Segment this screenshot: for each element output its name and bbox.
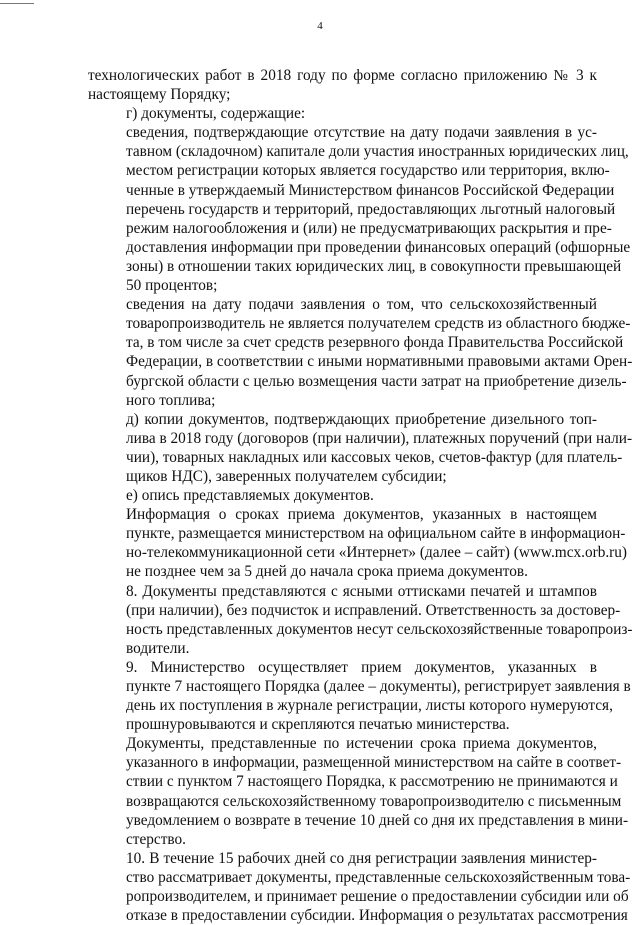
text-line: день их поступления в журнале регистрации, листы которого нумеруются, [126, 697, 613, 715]
text-line: д) копии документов, подтверждающих приобретение дизельного топ- [126, 410, 597, 428]
paragraph-p6 [88, 486, 597, 505]
text-line: отказе в предоставлении субсидии. Информация о результатах рассмотрения [126, 907, 628, 925]
text-line: Информация о сроках приема документов, указанных в настоящем [126, 506, 597, 524]
paragraph-p9 [88, 658, 631, 734]
text-line: возвращаются сельскохозяйственному товаропроизводителю с письменным [126, 792, 622, 810]
paragraph-p3 [88, 123, 631, 295]
text-line: ство рассматривает документы, представленные сельскохозяйственным това- [126, 868, 631, 886]
text-line: сведения, подтверждающие отсутствие на дату подачи заявления в ус- [126, 124, 597, 142]
text-line: режим налогообложения и (или) не предусматривающих раскрытия и пре- [126, 219, 612, 237]
text-line: лива в 2018 году (договоров (при наличии), платежных поручений (при нали- [126, 429, 633, 447]
text-line: г) документы, содержащие: [126, 105, 306, 123]
text-line: местом регистрации которых является государство или территория, вклю- [126, 162, 610, 180]
text-line: е) опись представляемых документов. [126, 487, 374, 505]
text-line: зоны) в отношении таких юридических лиц, в совокупности превышающей [126, 257, 622, 275]
paragraph-p5 [88, 410, 633, 486]
text-line: ствии с пунктом 7 настоящего Порядка, к рассмотрению не принимаются и [126, 773, 618, 791]
text-line: уведомлением о возврате в течение 10 дней со дня их представления в мини- [126, 811, 629, 829]
paragraph-p7 [88, 505, 628, 581]
paragraph-p10 [88, 734, 629, 849]
text-line: 10. В течение 15 рабочих дней со дня регистрации заявления министер- [126, 849, 597, 867]
text-line: Федерации, в соответствии с иными нормативными правовыми актами Орен- [126, 353, 633, 371]
top-edge-rule [0, 3, 34, 4]
text-line: та, в том числе за счет средств резервного фонда Правительства Российской [126, 334, 624, 352]
text-line: но-телекоммуникационной сети «Интернет» (далее – сайт) (www.mcx.orb.ru) [126, 544, 628, 562]
text-line: пункте, размещается министерством на официальном сайте в информацион- [126, 525, 626, 543]
paragraph-p1 [88, 66, 597, 104]
text-line: не позднее чем за 5 дней до начала срока приема документов. [126, 563, 528, 581]
text-line: ного топлива; [126, 391, 216, 409]
text-line: чии), товарных накладных или кассовых чеков, счетов-фактур (для платель- [126, 448, 623, 466]
document-body [88, 66, 633, 925]
text-line: водители. [126, 639, 190, 657]
text-line: щиков НДС), заверенных получателем субсидии; [126, 467, 447, 485]
text-line: настоящему Порядку; [88, 86, 231, 104]
text-line: пункте 7 настоящего Порядка (далее – документы), регистрирует заявления в [126, 678, 631, 695]
text-line: (при наличии), без подчисток и исправлений. Ответственность за достовер- [126, 601, 621, 619]
page-number: 4 [317, 20, 323, 32]
paragraph-p2 [88, 104, 597, 123]
text-line: указанного в информации, размещенной министерством на сайте в соответ- [126, 754, 622, 772]
text-line: стерство. [126, 830, 186, 848]
text-line: доставления информации при проведении финансовых операций (офшорные [126, 238, 631, 256]
text-line: ченные в утверждаемый Министерством финансов Российской Федерации [126, 181, 615, 199]
paragraph-p4 [88, 295, 633, 410]
text-line: бургской области с целью возмещения части затрат на приобретение дизель- [126, 372, 627, 390]
text-line: Документы, представленные по истечении срока приема документов, [126, 735, 597, 753]
text-line: 8. Документы представляются с ясными оттисками печатей и штампов [126, 582, 597, 600]
scan-corner-mark [614, 900, 624, 901]
text-line: сведения на дату подачи заявления о том, что сельскохозяйственный [126, 296, 597, 314]
text-line: тавном (складочном) капитале доли участия иностранных юридических лиц, [126, 143, 629, 161]
paragraph-p11 [88, 849, 631, 925]
text-line: ропроизводителем, и принимает решение о предоставлении субсидии или об [126, 888, 629, 906]
paragraph-p8 [88, 582, 633, 658]
text-line: прошнуровываются и скрепляются печатью министерства. [126, 716, 510, 734]
text-line: технологических работ в 2018 году по форме согласно приложению № 3 к [88, 67, 597, 84]
text-line: 9. Министерство осуществляет прием документов, указанных в [126, 658, 597, 676]
text-line: 50 процентов; [126, 277, 218, 295]
text-line: перечень государств и территорий, предоставляющих льготный налоговый [126, 200, 616, 218]
text-line: товаропроизводитель не является получателем средств из областного бюдже- [126, 315, 631, 333]
text-line: ность представленных документов несут сельскохозяйственные товаропроиз- [126, 620, 633, 638]
